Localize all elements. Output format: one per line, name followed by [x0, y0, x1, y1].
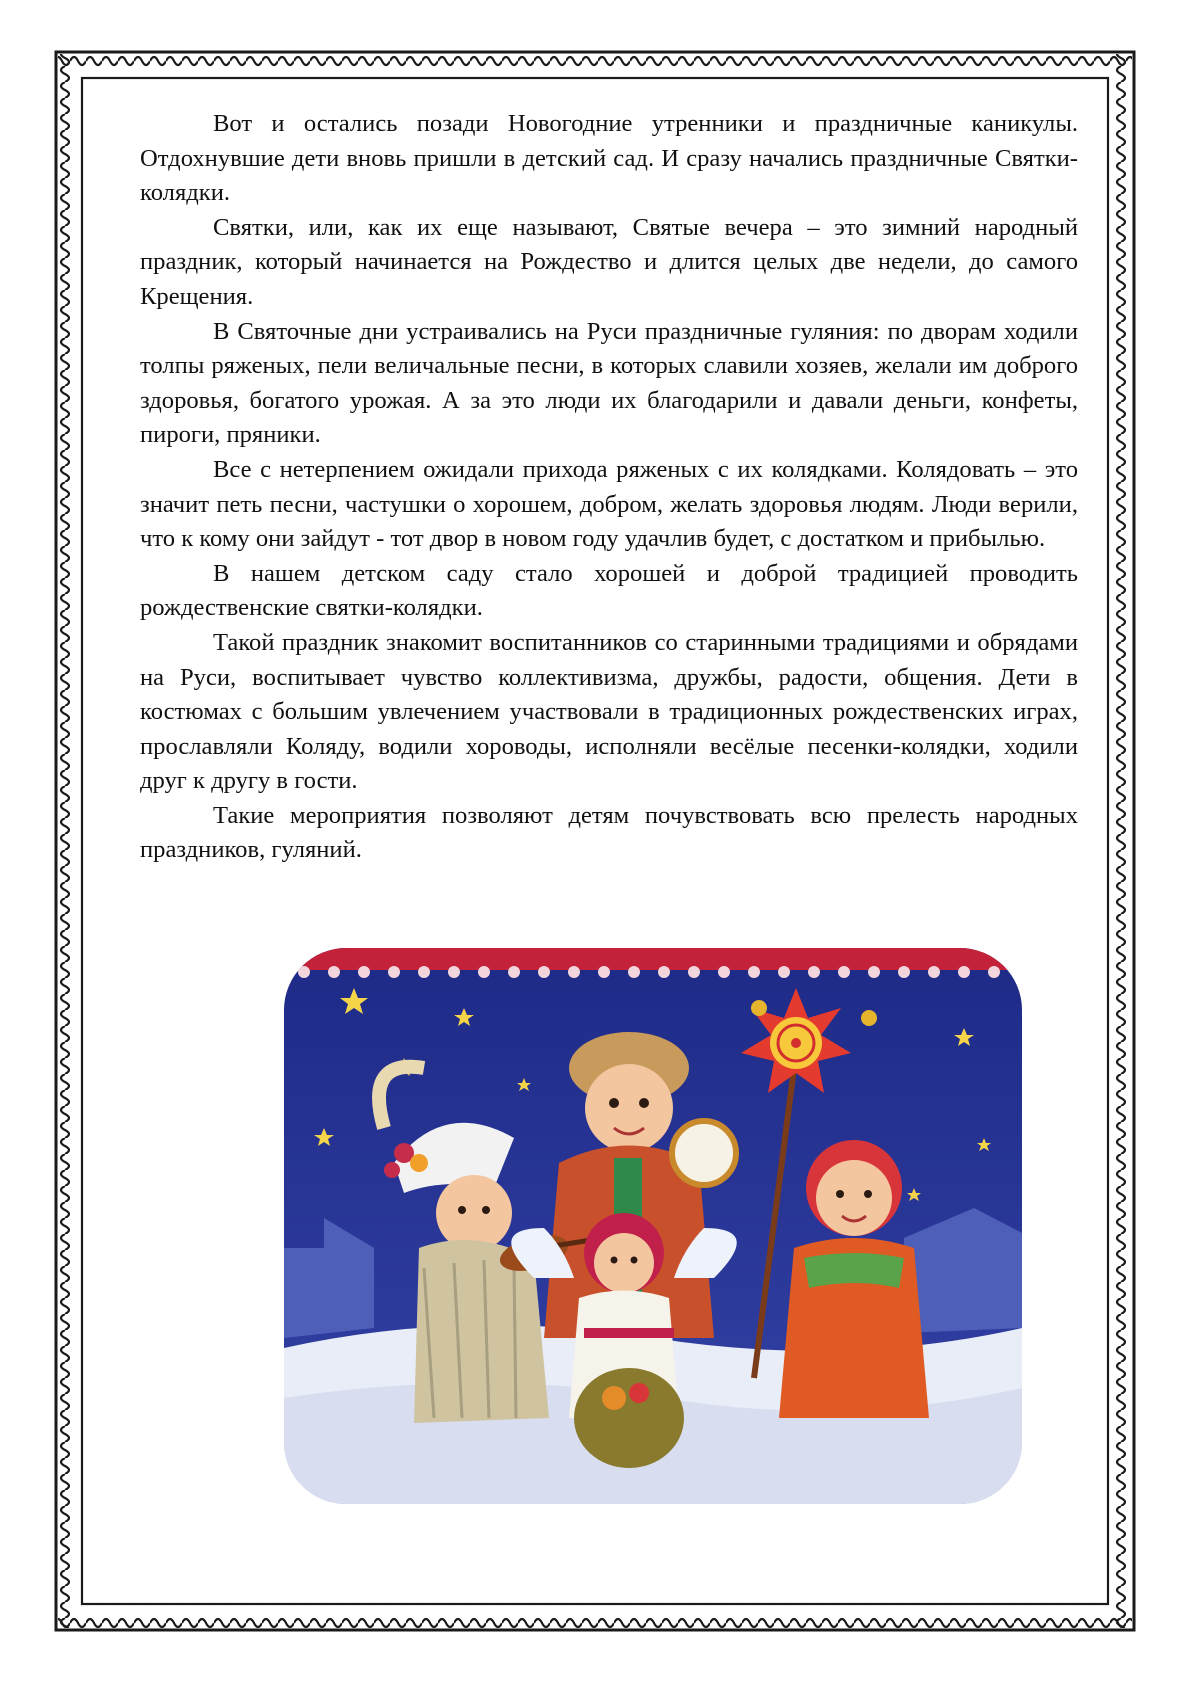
paragraph-4: Все с нетерпением ожидали прихода ряженых с их колядками. Колядовать – это значит петь песни, частушки о хорошем, добром, желать здоровья людям. Люди верили, что к кому они зайдут - тот двор в новом году удачлив будет, с достатком и прибылью. [140, 455, 1078, 553]
carolers-illustration [284, 948, 1022, 1504]
paragraph-1: Вот и остались позади Новогодние утренники и праздничные каникулы. Отдохнувшие дети вновь пришли в детский сад. И сразу начались праздничные Святки-колядки. [140, 110, 1078, 207]
paragraph-5: В нашем детском саду стало хорошей и доброй традицией проводить рождественские святки-колядки. [140, 559, 1078, 622]
paragraph-3: В Святочные дни устраивались на Руси праздничные гуляния: по дворам ходили толпы ряженых, пели величальные песни, в которых славили хозяев, желали им доброго здоровья, богатого урожая. А за это люди их благодарили и давали деньги, конфеты, пироги, пряники. [140, 317, 1078, 449]
article-body [140, 107, 1078, 868]
paragraph-7: Такие мероприятия позволяют детям почувствовать всю прелесть народных праздников, гуляний. [140, 801, 1078, 864]
paragraph-6: Такой праздник знакомит воспитанников со старинными традициями и обрядами на Руси, воспитывает чувство коллективизма, дружбы, радости, общения. Дети в костюмах с большим увлечением участвовали в традиционных рождественских играх, прославляли Коляду, водили хороводы, исполняли весёлые песенки-колядки, ходили друг к другу в гости. [140, 628, 1078, 795]
paragraph-2: Святки, или, как их еще называют, Святые вечера – это зимний народный праздник, который начинается на Рождество и длится целых две недели, до самого Крещения. [140, 213, 1078, 310]
